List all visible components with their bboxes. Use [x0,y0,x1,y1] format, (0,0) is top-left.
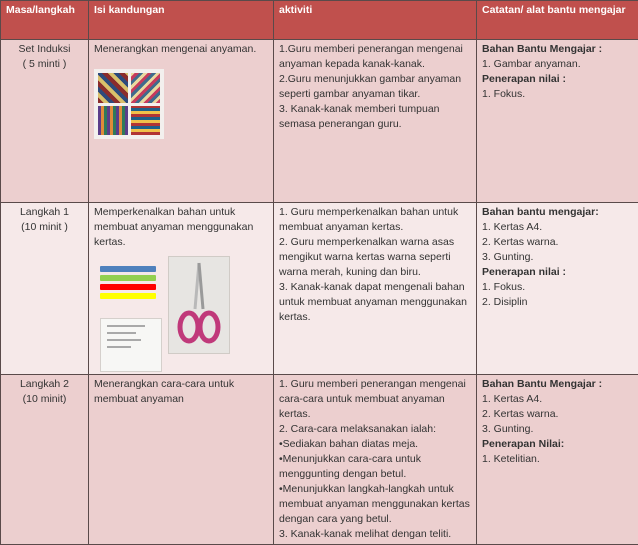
catatan-item: 1. Ketelitian. [482,452,633,467]
header-row [1,1,638,40]
isi-cell [89,375,274,545]
pink-scissors-image [168,256,230,354]
aktiviti-cell [274,203,477,375]
aktiviti-item: 1. Guru memberi penerangan mengenai cara-cara untuk membuat anyaman kertas. [279,377,471,422]
aktiviti-item: •Menunjukkan cara-cara untuk menggunting dengan betul. [279,452,471,482]
isi-cell [89,203,274,375]
header-catatan: Catatan/ alat bantu mengajar [477,1,638,40]
catatan-item: 1. Fokus. [482,87,633,102]
masa-duration: (10 minit ) [6,220,83,235]
aktiviti-item: •Sediakan bahan diatas meja. [279,437,471,452]
catatan-heading: Penerapan nilai : [482,72,633,87]
catatan-item: 1. Gambar anyaman. [482,57,633,72]
catatan-item: 1. Fokus. [482,280,633,295]
catatan-item: 3. Gunting. [482,422,633,437]
aktiviti-item: 1. Guru memperkenalkan bahan untuk membuat anyaman kertas. [279,205,471,235]
catatan-item: 1. Kertas A4. [482,392,633,407]
woven-mat-photos-image [94,69,164,139]
masa-cell [1,375,89,545]
colored-paper-strips-image [100,266,156,312]
catatan-item: 2. Kertas warna. [482,407,633,422]
aktiviti-item: 3. Kanak-kanak dapat mengenali bahan untuk membuat anyaman menggunakan kertas. [279,280,471,325]
masa-duration: ( 5 minti ) [6,57,83,72]
catatan-item: 1. Kertas A4. [482,220,633,235]
masa-cell [1,203,89,375]
isi-text: Memperkenalkan bahan untuk membuat anyaman menggunakan kertas. [94,205,268,250]
table-row [1,375,638,545]
aktiviti-item: 2.Guru menunjukkan gambar anyaman seperti gambar anyaman tikar. [279,72,471,102]
aktiviti-item: 3. Kanak-kanak melihat dengan teliti. [279,527,471,542]
catatan-item: 2. Kertas warna. [482,235,633,250]
header-isi: Isi kandungan [89,1,274,40]
aktiviti-item: 3. Kanak-kanak memberi tumpuan semasa penerangan guru. [279,102,471,132]
isi-text: Menerangkan mengenai anyaman. [94,42,268,57]
catatan-cell [477,203,638,375]
isi-text: Menerangkan cara-cara untuk membuat anyaman [94,377,268,407]
aktiviti-cell [274,40,477,203]
catatan-cell [477,375,638,545]
header-masa: Masa/langkah [1,1,89,40]
catatan-heading: Penerapan nilai : [482,265,633,280]
catatan-cell [477,40,638,203]
worksheet-paper-image [100,318,162,372]
table-row [1,203,638,375]
masa-cell [1,40,89,203]
aktiviti-cell [274,375,477,545]
aktiviti-item: •Menunjukkan langkah-langkah untuk membuat anyaman menggunakan kertas dengan cara yang betul. [279,482,471,527]
aktiviti-item: 1.Guru memberi penerangan mengenai anyaman kepada kanak-kanak. [279,42,471,72]
catatan-heading: Penerapan Nilai: [482,437,633,452]
isi-cell [89,40,274,203]
aktiviti-item: 2. Guru memperkenalkan warna asas mengikut warna kertas warna seperti warna merah, kuning dan biru. [279,235,471,280]
masa-duration: (10 minit) [6,392,83,407]
table-row [1,40,638,203]
catatan-heading: Bahan Bantu Mengajar : [482,377,633,392]
masa-step: Set Induksi [6,42,83,57]
header-aktiviti: aktiviti [274,1,477,40]
aktiviti-item: 2. Cara-cara melaksanakan ialah: [279,422,471,437]
masa-step: Langkah 2 [6,377,83,392]
catatan-item: 3. Gunting. [482,250,633,265]
catatan-heading: Bahan bantu mengajar: [482,205,633,220]
masa-step: Langkah 1 [6,205,83,220]
catatan-heading: Bahan Bantu Mengajar : [482,42,633,57]
catatan-item: 2. Disiplin [482,295,633,310]
